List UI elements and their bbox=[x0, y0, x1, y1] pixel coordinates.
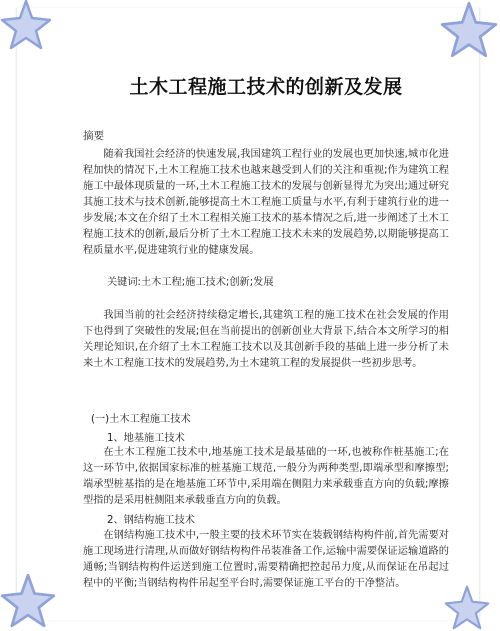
section-heading: (一)土木工程施工技术 bbox=[91, 414, 191, 425]
intro-paragraph: 我国当前的社会经济持续稳定增长,其建筑工程的施工技术在社会发展的作用下也得到了突破性的发展;但在当前提出的创新创业大背景下,结合本文所学习的相关理论知识,在介绍了土木工程施工技术以及其创新手段的基础上进一步分析了未来土木工程施工技术的发展趋势,为土木建筑工程的发展提供一些初步思考。 bbox=[83, 310, 449, 369]
subsection-heading-steel: 2、钢结构施工技术 bbox=[107, 515, 195, 526]
star-icon bbox=[440, 0, 498, 58]
document-title: 土木工程施工技术的创新及发展 bbox=[129, 76, 403, 98]
document-sheet bbox=[16, 8, 480, 620]
star-icon bbox=[444, 584, 490, 630]
subsection-heading-foundation: 1、地基施工技术 bbox=[107, 433, 185, 444]
abstract-paragraph: 随着我国社会经济的快速发展,我国建筑工程行业的发展也更加快速,城市化进程加快的情况下,土木工程施工技术也越来越受到人们的关注和重视;作为建筑工程施工中最体现质量的一环,土木工程施工技术的发展与创新显得尤为突出;通过研究其施工技术与技术创新,能够提高土木工程施工质量与水平,有利于建筑行业的进一步发展;本文在介绍了土木工程相关施工技术的基本情况之后,进一步阐述了土木工程施工技术的创新,最后分析了土木工程施工技术未来的发展趋势,以期能够提高工程质量水平,促进建筑行业的健康发展。 bbox=[83, 149, 449, 256]
star-icon bbox=[0, 0, 52, 50]
steel-paragraph: 在钢结构施工技术中,一般主要的技术环节实在装载钢结构构件前,首先需要对施工现场进行清理,从而做好钢结构构件吊装准备工作,运输中需要保证运输道路的通畅;当钢结构构件运送到施工位置时,需要精确把控起吊力度,从而保证在吊起过程中的平衡;当钢结构构件吊起至平台时,需要保证施工平台的干净整洁。 bbox=[83, 530, 449, 589]
foundation-paragraph: 在土木工程施工技术中,地基施工技术是最基础的一环,也被称作桩基施工;在这一环节中,依据国家标准的桩基施工规范,一般分为两种类型,即端承型和摩擦型;端承型桩基指的是在地基施工环节中,采用端在侧阻力来承载垂直方向的负载;摩擦型指的是采用桩侧阻来承载垂直方向的负载。 bbox=[83, 447, 449, 506]
keywords-line: 关键词:土木工程;施工技术;创新;发展 bbox=[107, 277, 274, 288]
abstract-label: 摘要 bbox=[83, 130, 104, 142]
star-icon bbox=[0, 572, 56, 628]
